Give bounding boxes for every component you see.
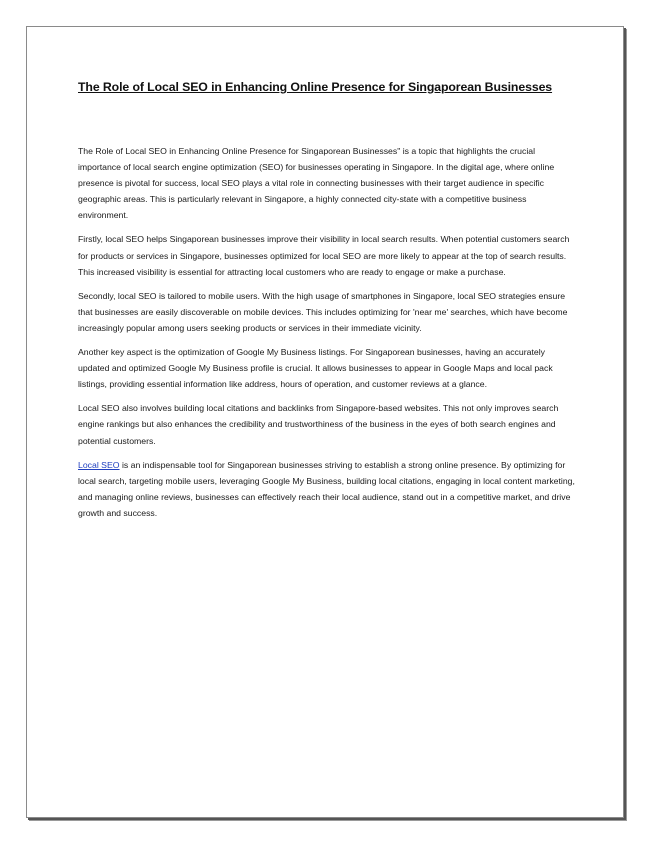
- local-seo-link[interactable]: Local SEO: [78, 459, 120, 470]
- paragraph-visibility: Firstly, local SEO helps Singaporean businesses improve their visibility in local search results. When potential customers search for products or services in Singapore, businesses optimized for local SEO are more likely to appear at the top of search results. This increased visibility is essential for attracting local customers who are ready to engage or make a purchase.: [78, 234, 570, 277]
- document-title: The Role of Local SEO in Enhancing Online Presence for Singaporean Businesses: [78, 80, 553, 94]
- paragraph-citations: Local SEO also involves building local citations and backlinks from Singapore-based websites. This not only improves search engine rankings but also enhances the credibility and trustworthiness of the business in the eyes of both search engines and potential customers.: [78, 403, 559, 446]
- paragraph-google-my-business: Another key aspect is the optimization of Google My Business listings. For Singaporean businesses, having an accurately updated and optimized Google My Business profile is crucial. It allows businesses to appear in Google Maps and local pack listings, providing essential information like address, hours of operation, and customer reviews at a glance.: [78, 347, 553, 390]
- paragraph-conclusion: [78, 457, 578, 521]
- conclusion-text: is an indispensable tool for Singaporean businesses striving to establish a strong online presence. By optimizing for local search, targeting mobile users, leveraging Google My Business, building local citations, engaging in local content marketing, and managing online reviews, businesses can effectively reach their local audience, stand out in a competitive market, and drive growth and success.: [78, 459, 575, 518]
- paragraph-mobile: Secondly, local SEO is tailored to mobile users. With the high usage of smartphones in Singapore, local SEO strategies ensure that businesses are easily discoverable on mobile devices. This includes optimizing for 'near me' searches, which have become increasingly popular among users seeking products or services in their immediate vicinity.: [78, 290, 568, 333]
- document-body: [78, 143, 578, 529]
- document-page: [26, 26, 624, 818]
- paragraph-intro: The Role of Local SEO in Enhancing Online Presence for Singaporean Businesses" is a topic that highlights the crucial importance of local search engine optimization (SEO) for businesses operating in Singapore. In the digital age, where online presence is pivotal for success, local SEO plays a vital role in connecting businesses with their target audience in specific geographic areas. This is particularly relevant in Singapore, a highly connected city-state with a competitive business environment.: [78, 146, 555, 221]
